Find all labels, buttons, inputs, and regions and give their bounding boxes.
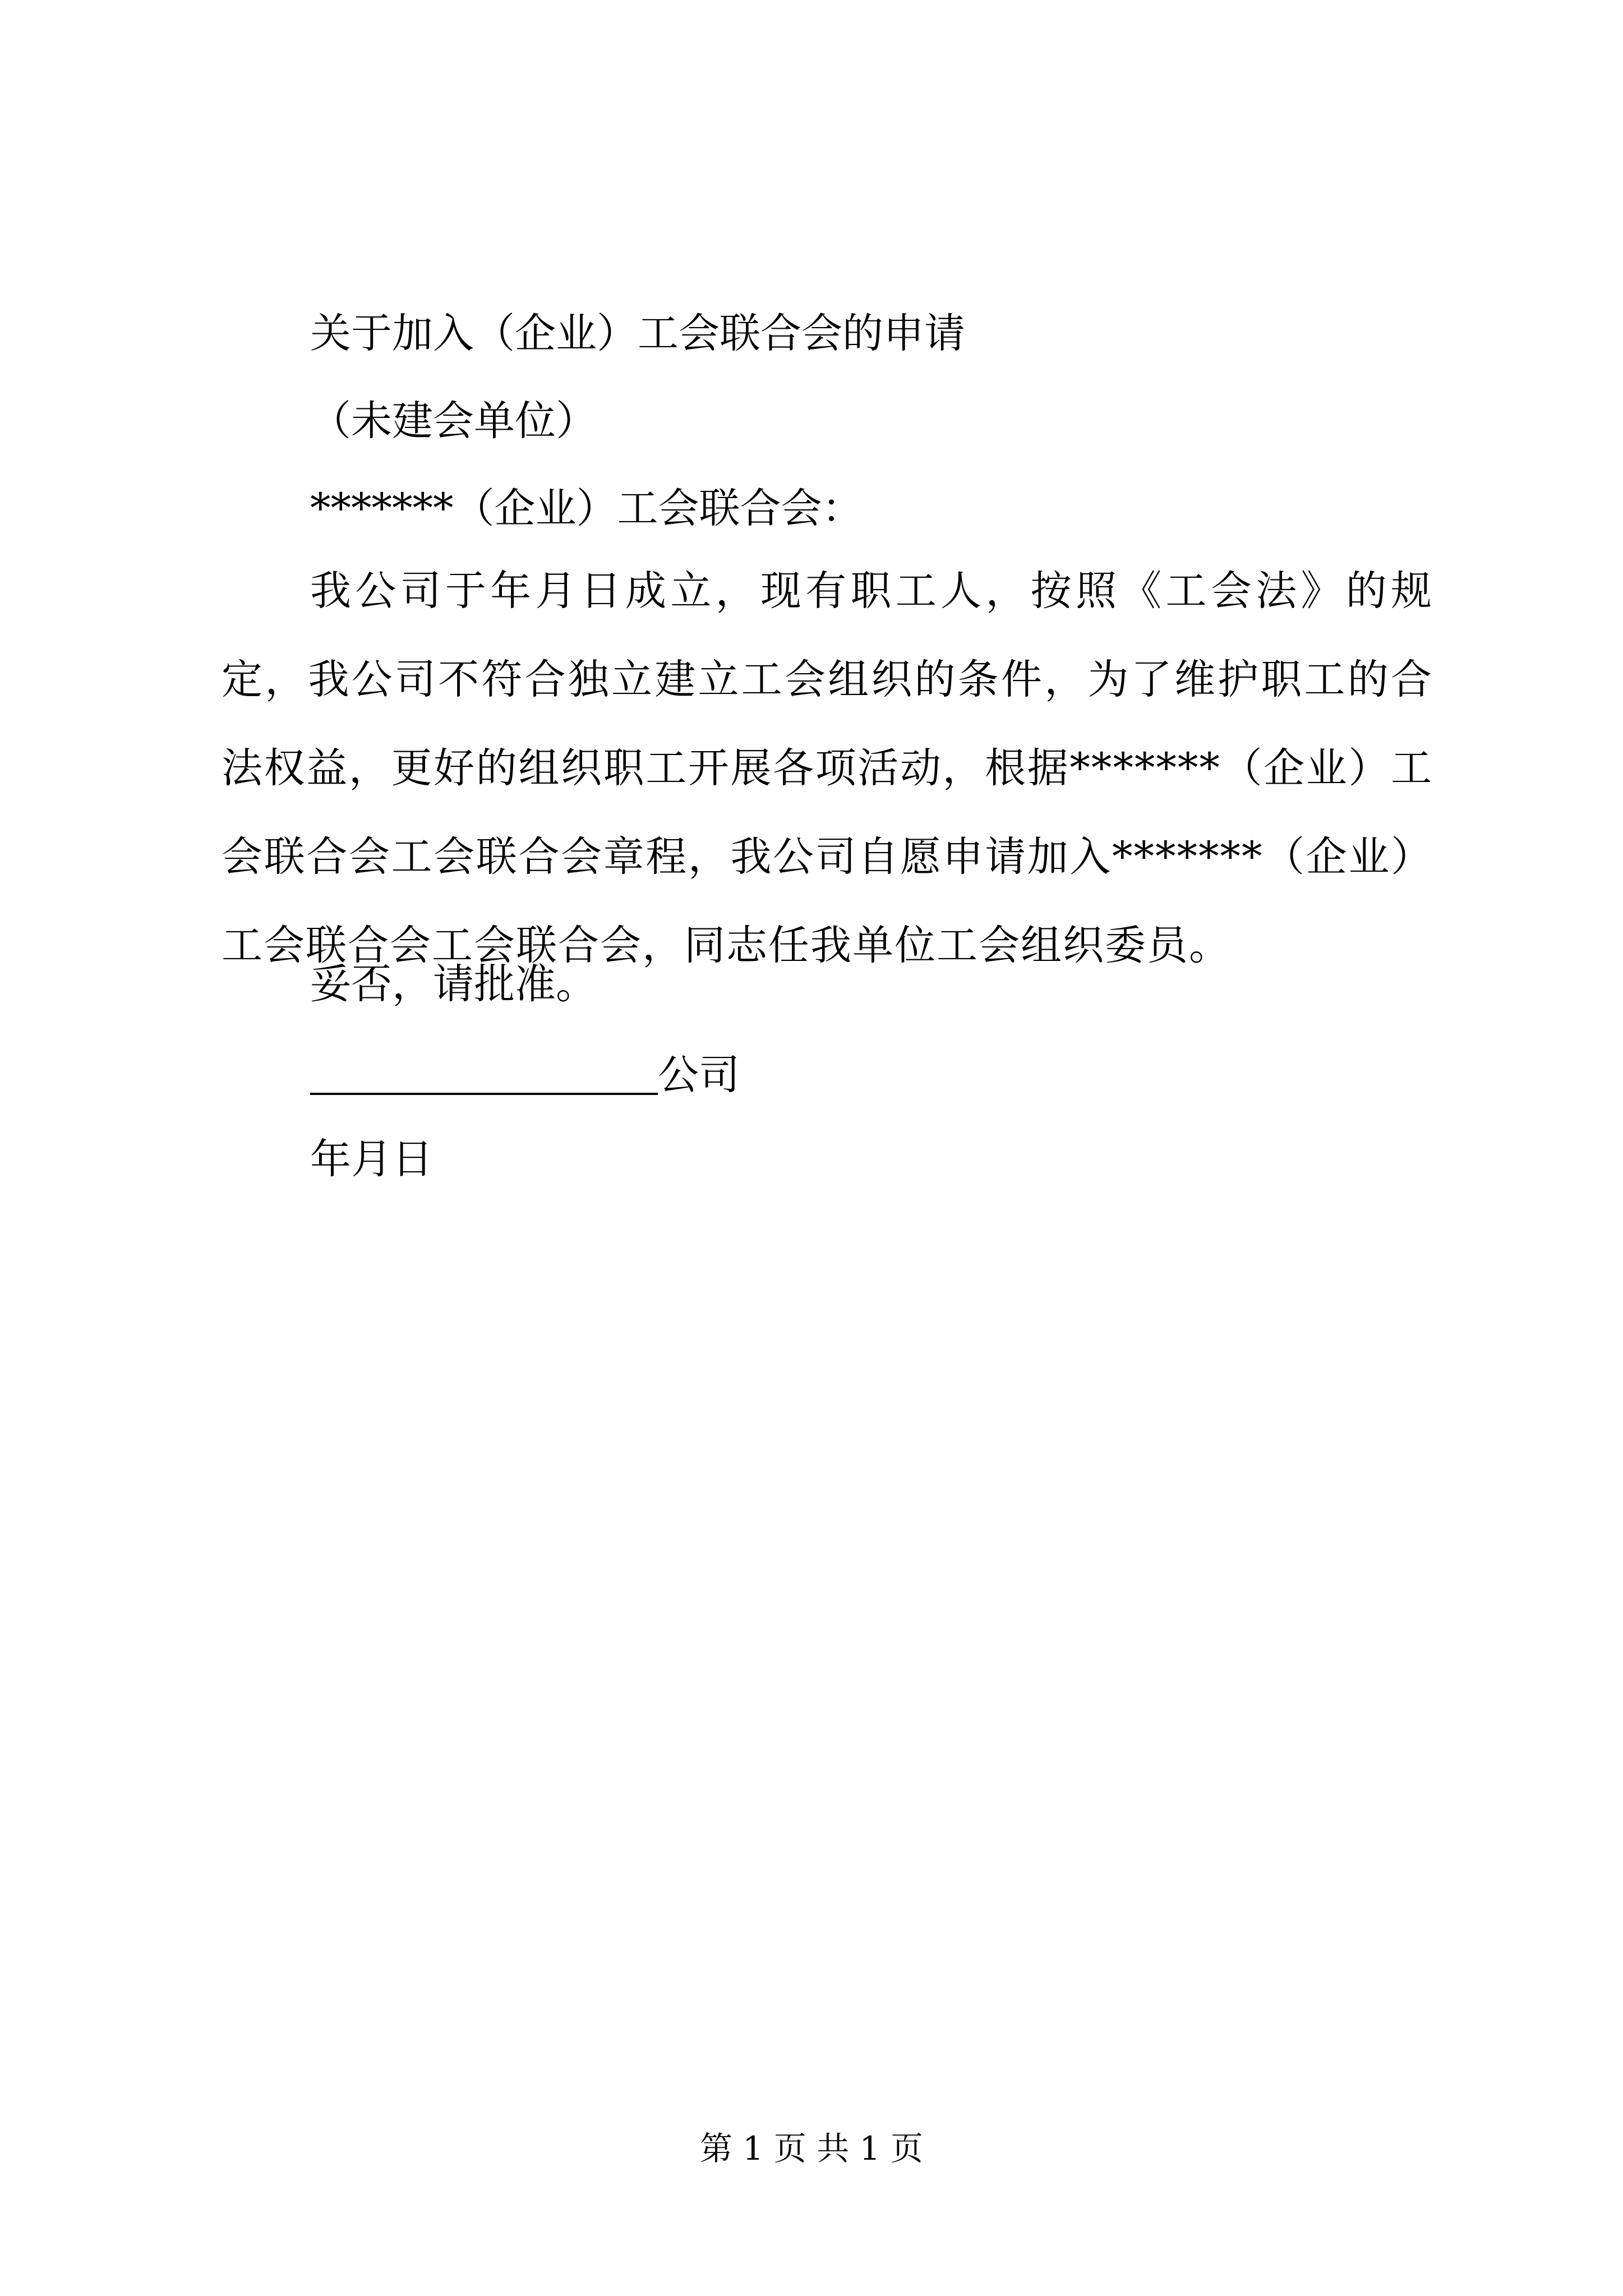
signature-blank [310, 1093, 658, 1095]
signature-suffix: 公司 [658, 1051, 740, 1099]
body-paragraph: 我公司于年月日成立，现有职工人，按照《工会法》的规定，我公司不符合独立建立工会组织的条件，为了维护职工的合法权益，更好的组织职工开展各项活动，根据*******（企业）工会联合会工会联合会章程，我公司自愿申请加入*******（企业）工会联合会工会联合会，同志任我单位工会组织委员。 [222, 567, 1433, 969]
addressee-line: *******（企业）工会联合会： [310, 485, 863, 532]
closing-line: 妥否，请批准。 [310, 960, 597, 1008]
document-subtitle: （未建会单位） [310, 397, 597, 445]
document-title: 关于加入（企业）工会联合会的申请 [310, 310, 965, 357]
page-number-footer: 第 1 页 共 1 页 [700, 2129, 923, 2168]
signature-line [310, 1045, 740, 1101]
date-line: 年月日 [310, 1135, 433, 1183]
